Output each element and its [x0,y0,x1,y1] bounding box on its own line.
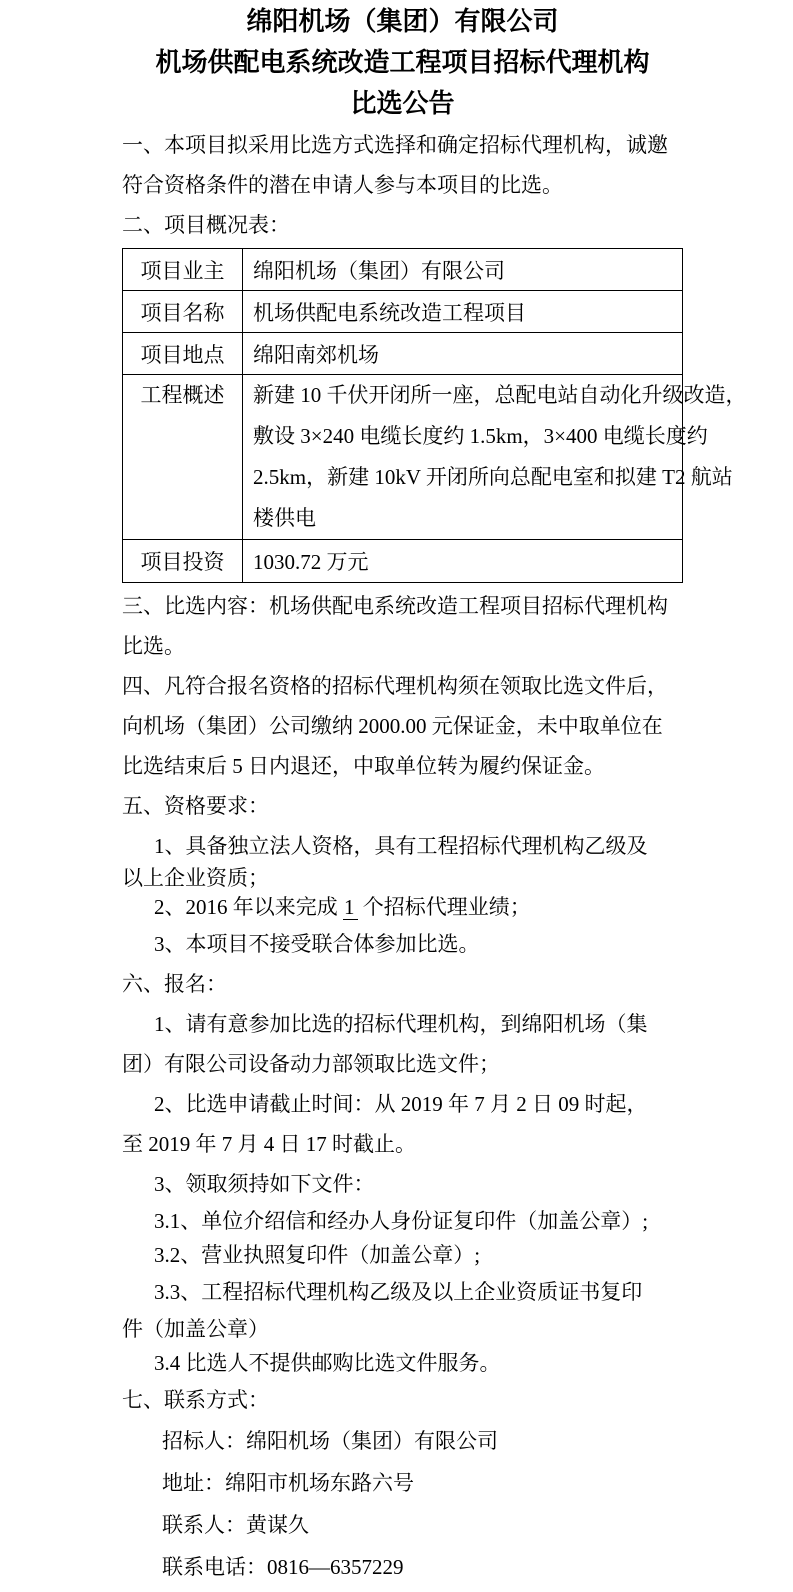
qualification-item-1-line-2: 以上企业资质； [122,866,269,890]
row-label: 项目业主 [123,249,243,291]
section-2-heading: 二、项目概况表： [122,213,290,237]
section-3-line-2: 比选。 [122,634,185,658]
description-line: 新建 10 千伏开闭所一座，总配电站自动化升级改造， [253,383,747,407]
registration-item-1-line-1: 1、请有意参加比选的招标代理机构，到绵阳机场（集 [154,1012,648,1036]
row-label: 工程概述 [123,375,243,540]
description-line: 2.5km，新建 10kV 开闭所向总配电室和拟建 T2 航站 [253,465,733,489]
doc-title-line-3: 比选公告 [350,89,455,119]
row-value: 绵阳南郊机场 [243,333,683,375]
row-value: 绵阳机场（集团）有限公司 [243,249,683,291]
row-label: 项目投资 [123,540,243,583]
table-row-project-description [123,375,683,540]
doc-title-line-2: 机场供配电系统改造工程项目招标代理机构 [155,48,650,78]
registration-item-3-3-line-2: 件（加盖公章） [122,1317,269,1341]
description-line: 楼供电 [253,506,316,530]
table-row-owner [123,249,683,291]
table-row-location [123,333,683,375]
registration-item-3-1: 3.1、单位介绍信和经办人身份证复印件（加盖公章）; [154,1209,649,1233]
tenderer-line: 招标人：绵阳机场（集团）有限公司 [162,1429,498,1453]
section-6-heading: 六、报名： [122,972,227,996]
doc-title-line-1: 绵阳机场（集团）有限公司 [246,7,559,37]
section-3-line-1: 三、比选内容：机场供配电系统改造工程项目招标代理机构 [122,594,668,618]
registration-item-2-line-1: 2、比选申请截止时间：从 2019 年 7 月 2 日 09 时起， [154,1092,648,1116]
section-4-line-3: 比选结束后 5 日内退还，中取单位转为履约保证金。 [122,754,605,778]
section-1-line-1: 一、本项目拟采用比选方式选择和确定招标代理机构，诚邀 [122,133,668,157]
underlined-performance-count: 1 [343,895,358,920]
registration-item-3-4: 3.4 比选人不提供邮购比选文件服务。 [154,1351,501,1375]
table-row-investment [123,540,683,583]
registration-item-3-2: 3.2、营业执照复印件（加盖公章）; [154,1243,481,1267]
registration-item-3: 3、领取须持如下文件： [154,1172,375,1196]
registration-item-1-line-2: 团）有限公司设备动力部领取比选文件； [122,1052,500,1076]
qualification-item-2-prefix: 2、2016 年以来完成 [154,895,343,919]
qualification-item-2 [122,890,683,924]
row-label: 项目地点 [123,333,243,375]
contact-person-line: 联系人：黄谋久 [162,1513,309,1537]
address-line: 地址：绵阳市机场东路六号 [162,1471,414,1495]
contact-phone-line: 联系电话：0816—6357229 [162,1555,404,1579]
registration-item-3-3-line-1: 3.3、工程招标代理机构乙级及以上企业资质证书复印 [154,1280,643,1304]
section-7-heading: 七、联系方式： [122,1388,269,1412]
qualification-item-1-line-1: 1、具备独立法人资格，具有工程招标代理机构乙级及 [154,834,648,858]
section-4-line-1: 四、凡符合报名资格的招标代理机构须在领取比选文件后， [122,674,668,698]
description-line: 敷设 3×240 电缆长度约 1.5km，3×400 电缆长度约 [253,424,708,448]
registration-item-2-line-2: 至 2019 年 7 月 4 日 17 时截止。 [122,1132,416,1156]
section-5-heading: 五、资格要求： [122,794,269,818]
row-value: 1030.72 万元 [243,540,683,583]
section-1-line-2: 符合资格条件的潜在申请人参与本项目的比选。 [122,173,563,197]
project-overview-table [122,248,747,583]
title-block [122,2,683,125]
row-label: 项目名称 [123,291,243,333]
qualification-item-3: 3、本项目不接受联合体参加比选。 [154,932,480,956]
table-row-project-name [123,291,683,333]
section-4-line-2: 向机场（集团）公司缴纳 2000.00 元保证金，未中取单位在 [122,714,663,738]
row-value [243,375,747,540]
row-value: 机场供配电系统改造工程项目 [243,291,683,333]
qualification-item-2-suffix: 个招标代理业绩； [357,895,531,919]
